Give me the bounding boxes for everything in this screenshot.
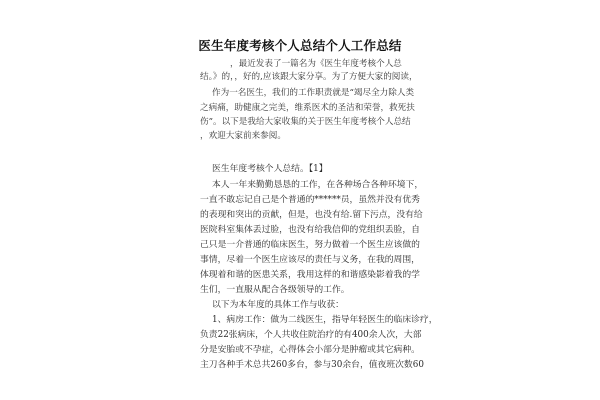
body-line: 生们，一直服从配合各级领导的工作。: [200, 285, 350, 295]
body-line: 负责22张病床，个人共收住院治疗的有400余人次，大部: [200, 330, 422, 340]
body-line: 分是安胎或不孕症，心得体会小部分是肿瘤或其它病种。: [200, 345, 420, 355]
body-line: 医院科室集体丢过脸，也没有给我信仰的党组织丢脸，自: [200, 225, 420, 235]
body-line: 事情，尽着一个医生应该尽的责任与义务，在我的周围，: [200, 255, 420, 265]
intro-line: ，欢迎大家前来参阅。: [200, 131, 286, 141]
section-heading: 医生年度考核个人总结。【1】: [212, 164, 328, 174]
body-line: 一直不敢忘记自己是个普通的******员，虽然并没有优秀: [200, 195, 420, 205]
body-line: 本人一年来勤勤恳恳的工作，在各种场合各种环境下，: [212, 180, 424, 190]
document-title: 医生年度考核个人总结个人工作总结: [198, 38, 402, 53]
body-line: 体现着和谐的医患关系，我用这样的和谐感染影着我的学: [200, 270, 420, 280]
intro-line: 结。》的，，好的,应该跟大家分享。为了方便大家的阅读，: [200, 72, 418, 82]
intro-line: 之病痛，助健康之完美，维系医术的圣洁和荣誉，救死扶: [200, 103, 415, 113]
body-line: 以下为本年度的具体工作与收获：: [212, 300, 344, 310]
intro-line: 伤”。以下是我给大家收集的关于医生年度考核个人总结: [200, 117, 411, 127]
intro-line: ，最近发表了一篇名为《医生年度考核个人总: [230, 59, 402, 69]
body-line: 1、病房工作：做为二线医生，指导年轻医生的临床诊疗，: [212, 315, 438, 325]
intro-line: 作为一名医生，我们的工作职责就是“竭尽全力除人类: [212, 88, 415, 98]
body-line: 主刀各种手术总共260多台，参与30余台，值夜班次数60: [200, 360, 424, 370]
body-line: 己只是一介普通的临床医生，努力做着一个医生应该做的: [200, 240, 420, 250]
body-line: 的表现和突出的贡献，但是，也没有给.留下污点，没有给: [200, 210, 423, 220]
